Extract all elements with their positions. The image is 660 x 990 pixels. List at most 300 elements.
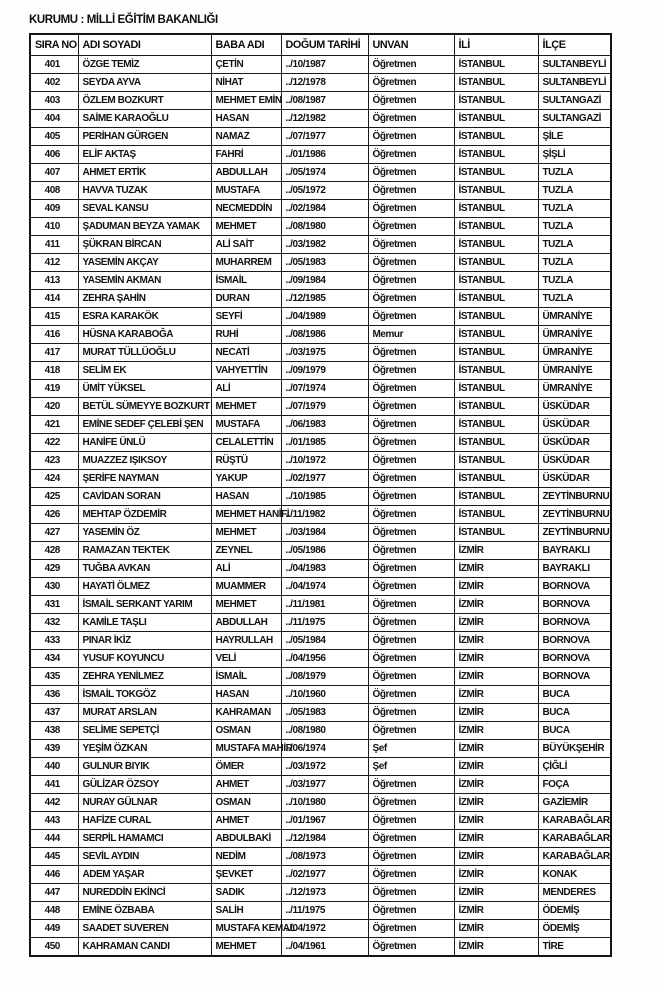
cell-adi-soyadi: SEVİL AYDIN bbox=[78, 848, 211, 866]
cell-adi-soyadi: HÜSNA KARABOĞA bbox=[78, 326, 211, 344]
cell-adi-soyadi: ŞERİFE NAYMAN bbox=[78, 470, 211, 488]
table-body bbox=[30, 56, 611, 957]
table-row bbox=[30, 92, 611, 110]
cell-ilce: BAYRAKLI bbox=[538, 560, 611, 578]
cell-dogum-tarihi: ../05/1983 bbox=[281, 704, 368, 722]
cell-sira-no: 431 bbox=[30, 596, 78, 614]
cell-ilce: ÜSKÜDAR bbox=[538, 434, 611, 452]
cell-sira-no: 413 bbox=[30, 272, 78, 290]
cell-sira-no: 436 bbox=[30, 686, 78, 704]
cell-ilce: ÜMRANİYE bbox=[538, 308, 611, 326]
cell-dogum-tarihi: ../12/1985 bbox=[281, 290, 368, 308]
cell-adi-soyadi: SELİME SEPETÇİ bbox=[78, 722, 211, 740]
table-row bbox=[30, 668, 611, 686]
cell-sira-no: 437 bbox=[30, 704, 78, 722]
table-row bbox=[30, 776, 611, 794]
cell-dogum-tarihi: ../08/1987 bbox=[281, 92, 368, 110]
cell-dogum-tarihi: ../04/1961 bbox=[281, 938, 368, 957]
cell-dogum-tarihi: ../07/1979 bbox=[281, 398, 368, 416]
cell-dogum-tarihi: ../03/1975 bbox=[281, 344, 368, 362]
table-row bbox=[30, 452, 611, 470]
cell-unvan: Öğretmen bbox=[368, 902, 454, 920]
cell-adi-soyadi: YASEMİN AKÇAY bbox=[78, 254, 211, 272]
cell-ilce: TUZLA bbox=[538, 182, 611, 200]
cell-baba-adi: ABDULLAH bbox=[211, 614, 281, 632]
cell-sira-no: 430 bbox=[30, 578, 78, 596]
cell-dogum-tarihi: ../05/1984 bbox=[281, 632, 368, 650]
cell-sira-no: 407 bbox=[30, 164, 78, 182]
cell-adi-soyadi: İSMAİL SERKANT YARIM bbox=[78, 596, 211, 614]
cell-ilce: MENDERES bbox=[538, 884, 611, 902]
cell-baba-adi: ALİ bbox=[211, 560, 281, 578]
column-header-ili: İLİ bbox=[454, 34, 538, 56]
cell-adi-soyadi: CAVİDAN SORAN bbox=[78, 488, 211, 506]
cell-baba-adi: ÇETİN bbox=[211, 56, 281, 74]
cell-ilce: ÜMRANİYE bbox=[538, 362, 611, 380]
cell-ili: İSTANBUL bbox=[454, 128, 538, 146]
cell-adi-soyadi: ÖZLEM BOZKURT bbox=[78, 92, 211, 110]
cell-baba-adi: NECATİ bbox=[211, 344, 281, 362]
cell-sira-no: 443 bbox=[30, 812, 78, 830]
table-row bbox=[30, 794, 611, 812]
cell-unvan: Öğretmen bbox=[368, 218, 454, 236]
cell-baba-adi: İSMAİL bbox=[211, 272, 281, 290]
cell-ili: İZMİR bbox=[454, 776, 538, 794]
cell-sira-no: 424 bbox=[30, 470, 78, 488]
cell-adi-soyadi: YASEMİN ÖZ bbox=[78, 524, 211, 542]
cell-ili: İZMİR bbox=[454, 632, 538, 650]
cell-adi-soyadi: ŞÜKRAN BİRCAN bbox=[78, 236, 211, 254]
cell-unvan: Öğretmen bbox=[368, 794, 454, 812]
table-row bbox=[30, 830, 611, 848]
cell-dogum-tarihi: ../03/1982 bbox=[281, 236, 368, 254]
table-row bbox=[30, 434, 611, 452]
cell-unvan: Öğretmen bbox=[368, 110, 454, 128]
cell-unvan: Öğretmen bbox=[368, 506, 454, 524]
cell-ili: İSTANBUL bbox=[454, 326, 538, 344]
cell-ili: İSTANBUL bbox=[454, 74, 538, 92]
cell-adi-soyadi: SELİM EK bbox=[78, 362, 211, 380]
cell-ili: İSTANBUL bbox=[454, 524, 538, 542]
cell-sira-no: 418 bbox=[30, 362, 78, 380]
table-row bbox=[30, 74, 611, 92]
cell-baba-adi: MEHMET bbox=[211, 596, 281, 614]
cell-ilce: SULTANBEYLİ bbox=[538, 56, 611, 74]
cell-baba-adi: MEHMET EMİN bbox=[211, 92, 281, 110]
cell-adi-soyadi: NUREDDİN EKİNCİ bbox=[78, 884, 211, 902]
cell-adi-soyadi: MURAT ARSLAN bbox=[78, 704, 211, 722]
cell-sira-no: 415 bbox=[30, 308, 78, 326]
cell-ilce: BORNOVA bbox=[538, 614, 611, 632]
cell-ilce: ZEYTİNBURNU bbox=[538, 524, 611, 542]
cell-baba-adi: ABDULBAKİ bbox=[211, 830, 281, 848]
table-row bbox=[30, 56, 611, 74]
table-row bbox=[30, 920, 611, 938]
cell-dogum-tarihi: ../12/1973 bbox=[281, 884, 368, 902]
table-row bbox=[30, 380, 611, 398]
cell-adi-soyadi: EMİNE ÖZBABA bbox=[78, 902, 211, 920]
cell-unvan: Öğretmen bbox=[368, 416, 454, 434]
table-row bbox=[30, 218, 611, 236]
cell-baba-adi: MEHMET bbox=[211, 218, 281, 236]
cell-sira-no: 408 bbox=[30, 182, 78, 200]
cell-ilce: TUZLA bbox=[538, 272, 611, 290]
cell-ilce: ÜMRANİYE bbox=[538, 344, 611, 362]
cell-baba-adi: HAYRULLAH bbox=[211, 632, 281, 650]
cell-baba-adi: YAKUP bbox=[211, 470, 281, 488]
cell-ili: İZMİR bbox=[454, 758, 538, 776]
column-header-sira-no: SIRA NO bbox=[30, 34, 78, 56]
cell-baba-adi: ABDULLAH bbox=[211, 164, 281, 182]
table-header bbox=[30, 34, 611, 56]
cell-ilce: ZEYTİNBURNU bbox=[538, 488, 611, 506]
cell-adi-soyadi: GULNUR BIYIK bbox=[78, 758, 211, 776]
cell-sira-no: 425 bbox=[30, 488, 78, 506]
personnel-table bbox=[29, 33, 612, 957]
cell-baba-adi: AHMET bbox=[211, 812, 281, 830]
cell-baba-adi: FAHRİ bbox=[211, 146, 281, 164]
table-header-row bbox=[30, 34, 611, 56]
cell-dogum-tarihi: ../09/1979 bbox=[281, 362, 368, 380]
cell-dogum-tarihi: ../12/1982 bbox=[281, 110, 368, 128]
cell-ili: İZMİR bbox=[454, 578, 538, 596]
table-row bbox=[30, 524, 611, 542]
cell-ili: İSTANBUL bbox=[454, 236, 538, 254]
cell-ilce: ÜSKÜDAR bbox=[538, 470, 611, 488]
cell-dogum-tarihi: ../11/1981 bbox=[281, 596, 368, 614]
table-row bbox=[30, 596, 611, 614]
cell-adi-soyadi: SAİME KARAOĞLU bbox=[78, 110, 211, 128]
cell-adi-soyadi: BETÜL SÜMEYYE BOZKURT bbox=[78, 398, 211, 416]
cell-ilce: BORNOVA bbox=[538, 596, 611, 614]
cell-baba-adi: MEHMET bbox=[211, 524, 281, 542]
cell-dogum-tarihi: ../03/1972 bbox=[281, 758, 368, 776]
cell-adi-soyadi: ÜMİT YÜKSEL bbox=[78, 380, 211, 398]
cell-dogum-tarihi: ../04/1983 bbox=[281, 560, 368, 578]
cell-ili: İZMİR bbox=[454, 596, 538, 614]
cell-ilce: KARABAĞLAR bbox=[538, 812, 611, 830]
cell-baba-adi: VAHYETTİN bbox=[211, 362, 281, 380]
cell-sira-no: 446 bbox=[30, 866, 78, 884]
cell-adi-soyadi: HAYATİ ÖLMEZ bbox=[78, 578, 211, 596]
cell-dogum-tarihi: ../10/1985 bbox=[281, 488, 368, 506]
cell-unvan: Öğretmen bbox=[368, 380, 454, 398]
cell-unvan: Öğretmen bbox=[368, 434, 454, 452]
cell-ilce: SULTANBEYLİ bbox=[538, 74, 611, 92]
cell-dogum-tarihi: ../07/1974 bbox=[281, 380, 368, 398]
cell-unvan: Öğretmen bbox=[368, 668, 454, 686]
cell-dogum-tarihi: ../02/1977 bbox=[281, 866, 368, 884]
cell-ili: İZMİR bbox=[454, 902, 538, 920]
cell-adi-soyadi: HAVVA TUZAK bbox=[78, 182, 211, 200]
cell-adi-soyadi: GÜLİZAR ÖZSOY bbox=[78, 776, 211, 794]
cell-dogum-tarihi: ../04/1956 bbox=[281, 650, 368, 668]
cell-baba-adi: VELİ bbox=[211, 650, 281, 668]
cell-baba-adi: DURAN bbox=[211, 290, 281, 308]
column-header-unvan: UNVAN bbox=[368, 34, 454, 56]
cell-sira-no: 405 bbox=[30, 128, 78, 146]
cell-adi-soyadi: YASEMİN AKMAN bbox=[78, 272, 211, 290]
cell-ilce: BORNOVA bbox=[538, 578, 611, 596]
table-row bbox=[30, 614, 611, 632]
cell-dogum-tarihi: ../05/1983 bbox=[281, 254, 368, 272]
table-row bbox=[30, 650, 611, 668]
cell-sira-no: 432 bbox=[30, 614, 78, 632]
cell-unvan: Öğretmen bbox=[368, 488, 454, 506]
cell-ilce: ÇİĞLİ bbox=[538, 758, 611, 776]
table-row bbox=[30, 560, 611, 578]
cell-ilce: ÜSKÜDAR bbox=[538, 452, 611, 470]
cell-unvan: Öğretmen bbox=[368, 236, 454, 254]
cell-ilce: SULTANGAZİ bbox=[538, 92, 611, 110]
column-header-adi-soyadi: ADI SOYADI bbox=[78, 34, 211, 56]
cell-dogum-tarihi: ../08/1980 bbox=[281, 722, 368, 740]
cell-dogum-tarihi: ../10/1987 bbox=[281, 56, 368, 74]
cell-baba-adi: KAHRAMAN bbox=[211, 704, 281, 722]
table-row bbox=[30, 272, 611, 290]
cell-dogum-tarihi: ../04/1974 bbox=[281, 578, 368, 596]
cell-unvan: Öğretmen bbox=[368, 884, 454, 902]
cell-baba-adi: HASAN bbox=[211, 110, 281, 128]
cell-dogum-tarihi: ../02/1984 bbox=[281, 200, 368, 218]
cell-dogum-tarihi: ../10/1960 bbox=[281, 686, 368, 704]
cell-dogum-tarihi: ../01/1967 bbox=[281, 812, 368, 830]
cell-baba-adi: OSMAN bbox=[211, 722, 281, 740]
cell-unvan: Öğretmen bbox=[368, 308, 454, 326]
cell-unvan: Öğretmen bbox=[368, 812, 454, 830]
table-row bbox=[30, 416, 611, 434]
cell-ilce: TUZLA bbox=[538, 200, 611, 218]
cell-sira-no: 428 bbox=[30, 542, 78, 560]
cell-ilce: KARABAĞLAR bbox=[538, 830, 611, 848]
cell-unvan: Öğretmen bbox=[368, 542, 454, 560]
cell-dogum-tarihi: ../09/1984 bbox=[281, 272, 368, 290]
cell-ili: İSTANBUL bbox=[454, 308, 538, 326]
cell-sira-no: 414 bbox=[30, 290, 78, 308]
cell-ilce: ÜMRANİYE bbox=[538, 326, 611, 344]
cell-ilce: FOÇA bbox=[538, 776, 611, 794]
cell-ilce: BORNOVA bbox=[538, 668, 611, 686]
cell-unvan: Öğretmen bbox=[368, 704, 454, 722]
cell-ilce: BORNOVA bbox=[538, 632, 611, 650]
cell-unvan: Öğretmen bbox=[368, 92, 454, 110]
cell-sira-no: 429 bbox=[30, 560, 78, 578]
cell-baba-adi: MUSTAFA KEMAL bbox=[211, 920, 281, 938]
cell-ili: İZMİR bbox=[454, 614, 538, 632]
cell-ili: İSTANBUL bbox=[454, 290, 538, 308]
cell-adi-soyadi: SEYDA AYVA bbox=[78, 74, 211, 92]
cell-dogum-tarihi: ../01/1986 bbox=[281, 146, 368, 164]
cell-adi-soyadi: HAFİZE CURAL bbox=[78, 812, 211, 830]
cell-unvan: Şef bbox=[368, 758, 454, 776]
document-title: KURUMU : MİLLİ EĞİTİM BAKANLIĞI bbox=[29, 14, 218, 26]
cell-dogum-tarihi: ../01/1985 bbox=[281, 434, 368, 452]
cell-ili: İZMİR bbox=[454, 830, 538, 848]
cell-ili: İSTANBUL bbox=[454, 110, 538, 128]
cell-baba-adi: AHMET bbox=[211, 776, 281, 794]
cell-ili: İSTANBUL bbox=[454, 344, 538, 362]
cell-ilce: TUZLA bbox=[538, 290, 611, 308]
cell-baba-adi: HASAN bbox=[211, 488, 281, 506]
table-row bbox=[30, 740, 611, 758]
cell-unvan: Öğretmen bbox=[368, 920, 454, 938]
cell-dogum-tarihi: ../03/1984 bbox=[281, 524, 368, 542]
table-row bbox=[30, 758, 611, 776]
table-row bbox=[30, 686, 611, 704]
cell-baba-adi: MUSTAFA MAHİR bbox=[211, 740, 281, 758]
cell-adi-soyadi: AHMET ERTİK bbox=[78, 164, 211, 182]
cell-ilce: ZEYTİNBURNU bbox=[538, 506, 611, 524]
cell-ili: İZMİR bbox=[454, 704, 538, 722]
cell-baba-adi: ZEYNEL bbox=[211, 542, 281, 560]
cell-ilce: GAZİEMİR bbox=[538, 794, 611, 812]
cell-sira-no: 417 bbox=[30, 344, 78, 362]
table-row bbox=[30, 866, 611, 884]
cell-baba-adi: NAMAZ bbox=[211, 128, 281, 146]
cell-ili: İSTANBUL bbox=[454, 182, 538, 200]
cell-ili: İZMİR bbox=[454, 848, 538, 866]
cell-adi-soyadi: İSMAİL TOKGÖZ bbox=[78, 686, 211, 704]
cell-baba-adi: ÖMER bbox=[211, 758, 281, 776]
cell-baba-adi: ŞEVKET bbox=[211, 866, 281, 884]
cell-sira-no: 412 bbox=[30, 254, 78, 272]
cell-dogum-tarihi: ../04/1989 bbox=[281, 308, 368, 326]
cell-ilce: ŞİŞLİ bbox=[538, 146, 611, 164]
cell-adi-soyadi: ADEM YAŞAR bbox=[78, 866, 211, 884]
cell-baba-adi: NECMEDDİN bbox=[211, 200, 281, 218]
cell-unvan: Öğretmen bbox=[368, 722, 454, 740]
cell-ili: İSTANBUL bbox=[454, 164, 538, 182]
table-row bbox=[30, 200, 611, 218]
cell-unvan: Öğretmen bbox=[368, 686, 454, 704]
cell-sira-no: 426 bbox=[30, 506, 78, 524]
cell-sira-no: 420 bbox=[30, 398, 78, 416]
cell-sira-no: 422 bbox=[30, 434, 78, 452]
cell-sira-no: 442 bbox=[30, 794, 78, 812]
cell-baba-adi: CELALETTİN bbox=[211, 434, 281, 452]
cell-sira-no: 423 bbox=[30, 452, 78, 470]
table-row bbox=[30, 236, 611, 254]
cell-adi-soyadi: ZEHRA YENİLMEZ bbox=[78, 668, 211, 686]
cell-ili: İSTANBUL bbox=[454, 416, 538, 434]
cell-sira-no: 440 bbox=[30, 758, 78, 776]
cell-unvan: Öğretmen bbox=[368, 524, 454, 542]
cell-dogum-tarihi: ../08/1986 bbox=[281, 326, 368, 344]
table-row bbox=[30, 362, 611, 380]
cell-ili: İSTANBUL bbox=[454, 92, 538, 110]
table-row bbox=[30, 470, 611, 488]
cell-unvan: Öğretmen bbox=[368, 470, 454, 488]
cell-adi-soyadi: ŞADUMAN BEYZA YAMAK bbox=[78, 218, 211, 236]
cell-ilce: ŞİLE bbox=[538, 128, 611, 146]
cell-dogum-tarihi: ../08/1979 bbox=[281, 668, 368, 686]
cell-ili: İSTANBUL bbox=[454, 380, 538, 398]
cell-dogum-tarihi: ../04/1972 bbox=[281, 920, 368, 938]
cell-baba-adi: MUHARREM bbox=[211, 254, 281, 272]
table-row bbox=[30, 542, 611, 560]
cell-sira-no: 409 bbox=[30, 200, 78, 218]
cell-unvan: Öğretmen bbox=[368, 776, 454, 794]
table-row bbox=[30, 578, 611, 596]
cell-baba-adi: MUAMMER bbox=[211, 578, 281, 596]
cell-ili: İZMİR bbox=[454, 668, 538, 686]
cell-unvan: Öğretmen bbox=[368, 560, 454, 578]
cell-unvan: Öğretmen bbox=[368, 938, 454, 957]
cell-adi-soyadi: EMİNE SEDEF ÇELEBİ ŞEN bbox=[78, 416, 211, 434]
cell-dogum-tarihi: ../12/1978 bbox=[281, 74, 368, 92]
cell-adi-soyadi: ÖZGE TEMİZ bbox=[78, 56, 211, 74]
table-row bbox=[30, 308, 611, 326]
cell-baba-adi: ALİ bbox=[211, 380, 281, 398]
cell-adi-soyadi: YUSUF KOYUNCU bbox=[78, 650, 211, 668]
cell-sira-no: 438 bbox=[30, 722, 78, 740]
cell-ilce: TUZLA bbox=[538, 218, 611, 236]
cell-ili: İZMİR bbox=[454, 722, 538, 740]
cell-dogum-tarihi: ../02/1977 bbox=[281, 470, 368, 488]
cell-baba-adi: İSMAİL bbox=[211, 668, 281, 686]
cell-unvan: Öğretmen bbox=[368, 74, 454, 92]
cell-dogum-tarihi: ../11/1975 bbox=[281, 902, 368, 920]
cell-ilce: TUZLA bbox=[538, 254, 611, 272]
cell-ilce: BUCA bbox=[538, 722, 611, 740]
cell-ilce: SULTANGAZİ bbox=[538, 110, 611, 128]
cell-sira-no: 441 bbox=[30, 776, 78, 794]
cell-unvan: Memur bbox=[368, 326, 454, 344]
cell-unvan: Öğretmen bbox=[368, 398, 454, 416]
table-row bbox=[30, 326, 611, 344]
cell-sira-no: 434 bbox=[30, 650, 78, 668]
table-row bbox=[30, 254, 611, 272]
cell-dogum-tarihi: ../06/1974 bbox=[281, 740, 368, 758]
cell-unvan: Öğretmen bbox=[368, 182, 454, 200]
cell-adi-soyadi: YEŞİM ÖZKAN bbox=[78, 740, 211, 758]
cell-unvan: Öğretmen bbox=[368, 56, 454, 74]
cell-ili: İSTANBUL bbox=[454, 488, 538, 506]
cell-ilce: BÜYÜKŞEHİR bbox=[538, 740, 611, 758]
cell-ilce: BAYRAKLI bbox=[538, 542, 611, 560]
cell-ili: İSTANBUL bbox=[454, 452, 538, 470]
cell-adi-soyadi: HANİFE ÜNLÜ bbox=[78, 434, 211, 452]
cell-adi-soyadi: MURAT TÜLLÜOĞLU bbox=[78, 344, 211, 362]
cell-ili: İZMİR bbox=[454, 542, 538, 560]
cell-ilce: ÖDEMİŞ bbox=[538, 920, 611, 938]
cell-baba-adi: RUHİ bbox=[211, 326, 281, 344]
cell-baba-adi: MEHMET bbox=[211, 398, 281, 416]
cell-ili: İSTANBUL bbox=[454, 56, 538, 74]
cell-sira-no: 401 bbox=[30, 56, 78, 74]
cell-dogum-tarihi: ../05/1986 bbox=[281, 542, 368, 560]
cell-adi-soyadi: MUAZZEZ IŞIKSOY bbox=[78, 452, 211, 470]
cell-baba-adi: SADIK bbox=[211, 884, 281, 902]
table-row bbox=[30, 128, 611, 146]
cell-ili: İSTANBUL bbox=[454, 146, 538, 164]
cell-ili: İSTANBUL bbox=[454, 506, 538, 524]
cell-sira-no: 403 bbox=[30, 92, 78, 110]
cell-baba-adi: MUSTAFA bbox=[211, 182, 281, 200]
cell-dogum-tarihi: ../05/1974 bbox=[281, 164, 368, 182]
cell-baba-adi: MUSTAFA bbox=[211, 416, 281, 434]
cell-ilce: ÜSKÜDAR bbox=[538, 398, 611, 416]
cell-ilce: ÜMRANİYE bbox=[538, 380, 611, 398]
column-header-dogum-tarihi: DOĞUM TARİHİ bbox=[281, 34, 368, 56]
cell-adi-soyadi: ESRA KARAKÖK bbox=[78, 308, 211, 326]
cell-dogum-tarihi: ../11/1975 bbox=[281, 614, 368, 632]
table-row bbox=[30, 290, 611, 308]
cell-baba-adi: MEHMET HANİFİ bbox=[211, 506, 281, 524]
cell-ili: İZMİR bbox=[454, 794, 538, 812]
cell-ili: İZMİR bbox=[454, 884, 538, 902]
cell-unvan: Öğretmen bbox=[368, 614, 454, 632]
